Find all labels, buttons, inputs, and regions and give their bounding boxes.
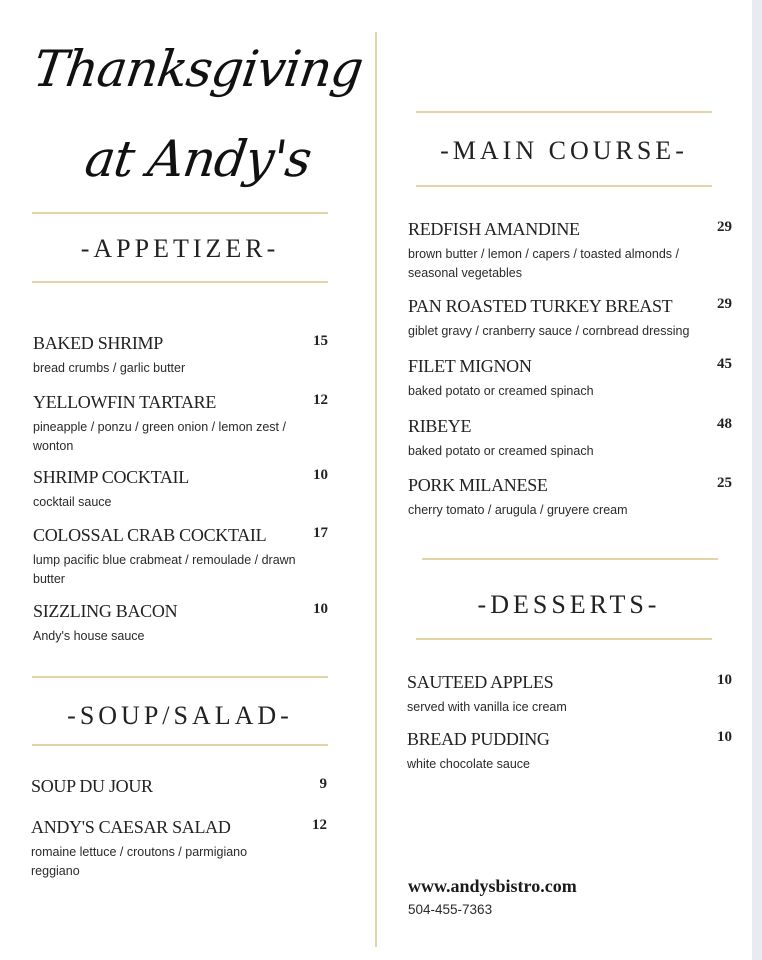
item-price: 10 (717, 729, 732, 745)
section-heading-desserts: -DESSERTS- (477, 590, 661, 619)
item-description: cherry tomato / arugula / gruyere cream (408, 503, 628, 517)
item-description: romaine lettuce / croutons / parmigiano reggiano (31, 845, 248, 878)
website-link[interactable]: www.andysbistro.com (408, 876, 577, 896)
item-description: giblet gravy / cranberry sauce / cornbread dressing (408, 324, 690, 338)
divider-rule (416, 185, 712, 187)
phone-number: 504-455-7363 (408, 902, 493, 917)
item-name: SAUTEED APPLES (407, 672, 554, 692)
item-name: SHRIMP COCKTAIL (33, 467, 189, 487)
item-price: 29 (717, 219, 732, 235)
divider-rule (416, 638, 712, 640)
item-description: white chocolate sauce (407, 757, 530, 771)
section-heading-soup-salad: -SOUP/SALAD- (67, 701, 293, 730)
item-price: 25 (717, 475, 732, 491)
divider-rule (32, 281, 328, 283)
item-name: YELLOWFIN TARTARE (33, 392, 217, 412)
item-name: SOUP DU JOUR (31, 776, 153, 796)
item-description: baked potato or creamed spinach (408, 384, 594, 398)
divider-rule (32, 676, 328, 678)
item-name: RIBEYE (408, 416, 472, 436)
page-edge (752, 0, 762, 960)
item-price: 10 (717, 672, 732, 688)
item-name: COLOSSAL CRAB COCKTAIL (33, 525, 267, 545)
item-price: 12 (313, 392, 328, 408)
menu-title-line-2: at Andy's (81, 130, 315, 188)
item-description: served with vanilla ice cream (407, 700, 567, 714)
item-description: Andy's house sauce (33, 629, 145, 643)
item-name: ANDY'S CAESAR SALAD (31, 817, 231, 837)
item-price: 9 (319, 776, 327, 792)
menu-title-line-1: Thanksgiving (29, 40, 367, 98)
item-price: 15 (313, 333, 328, 349)
divider-rule (32, 744, 328, 746)
item-price: 45 (717, 356, 732, 372)
item-price: 10 (313, 601, 328, 617)
item-name: SIZZLING BACON (33, 601, 178, 621)
item-name: PAN ROASTED TURKEY BREAST (408, 296, 673, 316)
section-heading-appetizer: -APPETIZER- (80, 234, 280, 263)
item-price: 17 (313, 525, 328, 541)
item-name: PORK MILANESE (408, 475, 548, 495)
item-description: bread crumbs / garlic butter (33, 361, 186, 375)
divider-rule (422, 558, 718, 560)
item-description: lump pacific blue crabmeat / remoulade / drawn butter (33, 553, 296, 586)
item-price: 10 (313, 467, 328, 483)
section-heading-main-course: -MAIN COURSE- (440, 136, 688, 165)
item-name: FILET MIGNON (408, 356, 532, 376)
item-price: 48 (717, 416, 732, 432)
item-price: 29 (717, 296, 732, 312)
item-name: BAKED SHRIMP (33, 333, 163, 353)
item-name: REDFISH AMANDINE (408, 219, 580, 239)
divider-rule (416, 111, 712, 113)
column-divider (375, 32, 377, 947)
item-price: 12 (312, 817, 327, 833)
item-description: brown butter / lemon / capers / toasted almonds / seasonal vegetables (408, 247, 679, 280)
divider-rule (32, 212, 328, 214)
item-name: BREAD PUDDING (407, 729, 550, 749)
item-description: baked potato or creamed spinach (408, 444, 594, 458)
item-description: pineapple / ponzu / green onion / lemon zest / wonton (33, 420, 286, 453)
item-description: cocktail sauce (33, 495, 112, 509)
